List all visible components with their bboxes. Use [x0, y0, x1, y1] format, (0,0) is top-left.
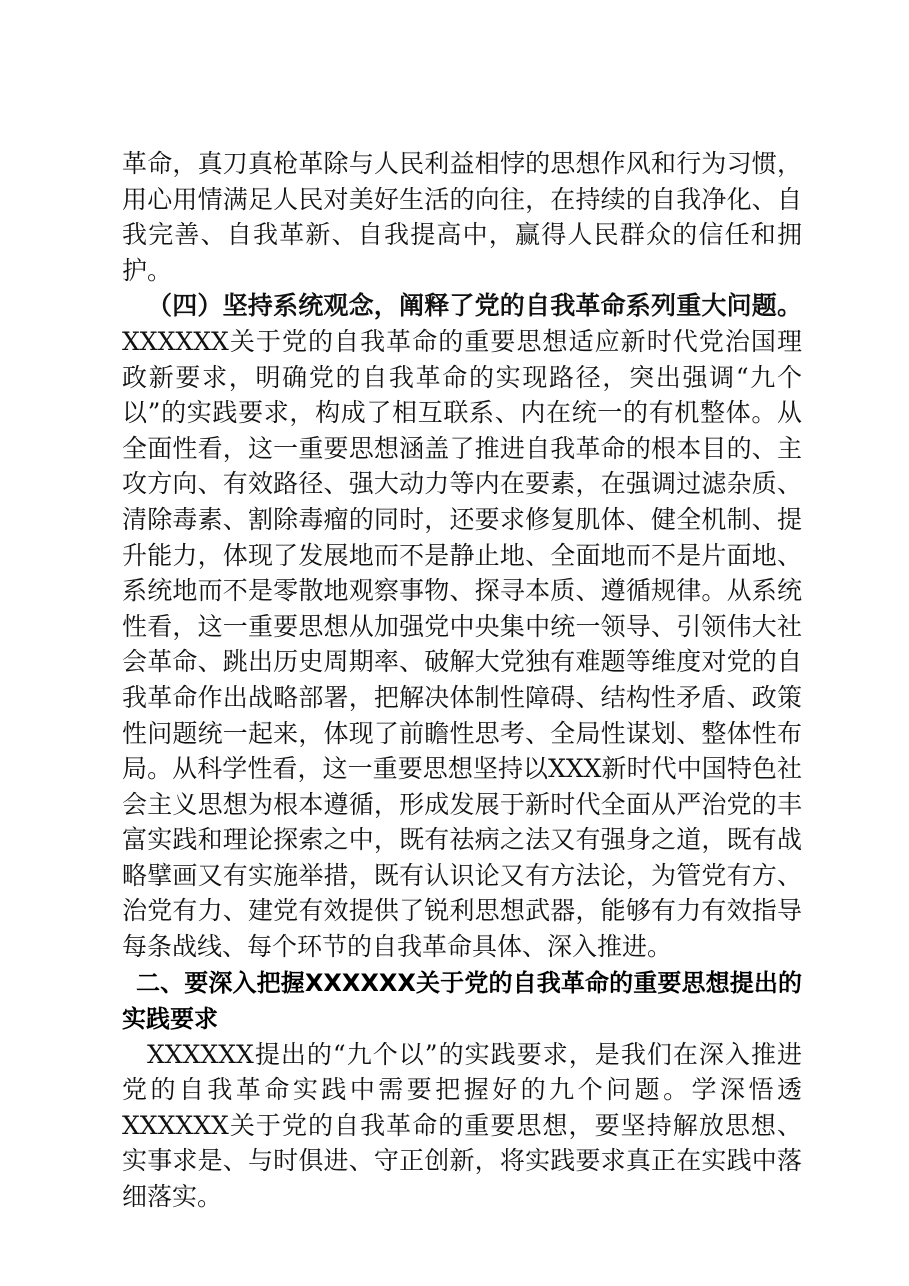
paragraph-lead: （四）坚持系统观念，阐释了党的自我革命系列重大问题。 [147, 291, 802, 321]
paragraph-section-four [122, 288, 802, 964]
paragraph-body: XXXXXX关于党的自我革命的重要思想适应新时代党治国理政新要求，明确党的自我革命的实现路径，突出强调“九个以”的实践要求，构成了相互联系、内在统一的有机整体。从全面性看，这一重要思想涵盖了推进自我革命的根本目的、主攻方向、有效路径、强大动力等内在要素，在强调过滤杂质、清除毒素、割除毒瘤的同时，还要求修复肌体、健全机制、提升能力，体现了发展地而不是静止地、全面地而不是片面地、系统地而不是零散地观察事物、探寻本质、遵循规律。从系统性看，这一重要思想从加强党中央集中统一领导、引领伟大社会革命、跳出历史周期率、破解大党独有难题等维度对党的自我革命作出战略部署，把解决体制性障碍、结构性矛盾、政策性问题统一起来，体现了前瞻性思考、全局性谋划、整体性布局。从科学性看，这一重要思想坚持以XXX新时代中国特色社会主义思想为根本遵循，形成发展于新时代全面从严治党的丰富实践和理论探索之中，既有祛病之法又有强身之道，既有战略擘画又有实施举措，既有认识论又有方法论，为管党有方、治党有力、建党有效提供了锐利思想武器，能够有力有效指导每条战线、每个环节的自我革命具体、深入推进。 [122, 326, 802, 962]
document-body [122, 146, 802, 1215]
paragraph-closing: XXXXXX提出的“九个以”的实践要求，是我们在深入推进党的自我革命实践中需要把握好的九个问题。学深悟透XXXXXX关于党的自我革命的重要思想，要坚持解放思想、实事求是、与时俱进、守正创新，将实践要求真正在实践中落细落实。 [122, 1039, 802, 1212]
paragraph-continuation: 革命，真刀真枪革除与人民利益相悖的思想作风和行为习惯，用心用情满足人民对美好生活的向往，在持续的自我净化、自我完善、自我革新、自我提高中，赢得人民群众的信任和拥护。 [122, 149, 802, 285]
section-heading: 二、要深入把握XXXXXX关于党的自我革命的重要思想提出的实践要求 [122, 968, 802, 1033]
